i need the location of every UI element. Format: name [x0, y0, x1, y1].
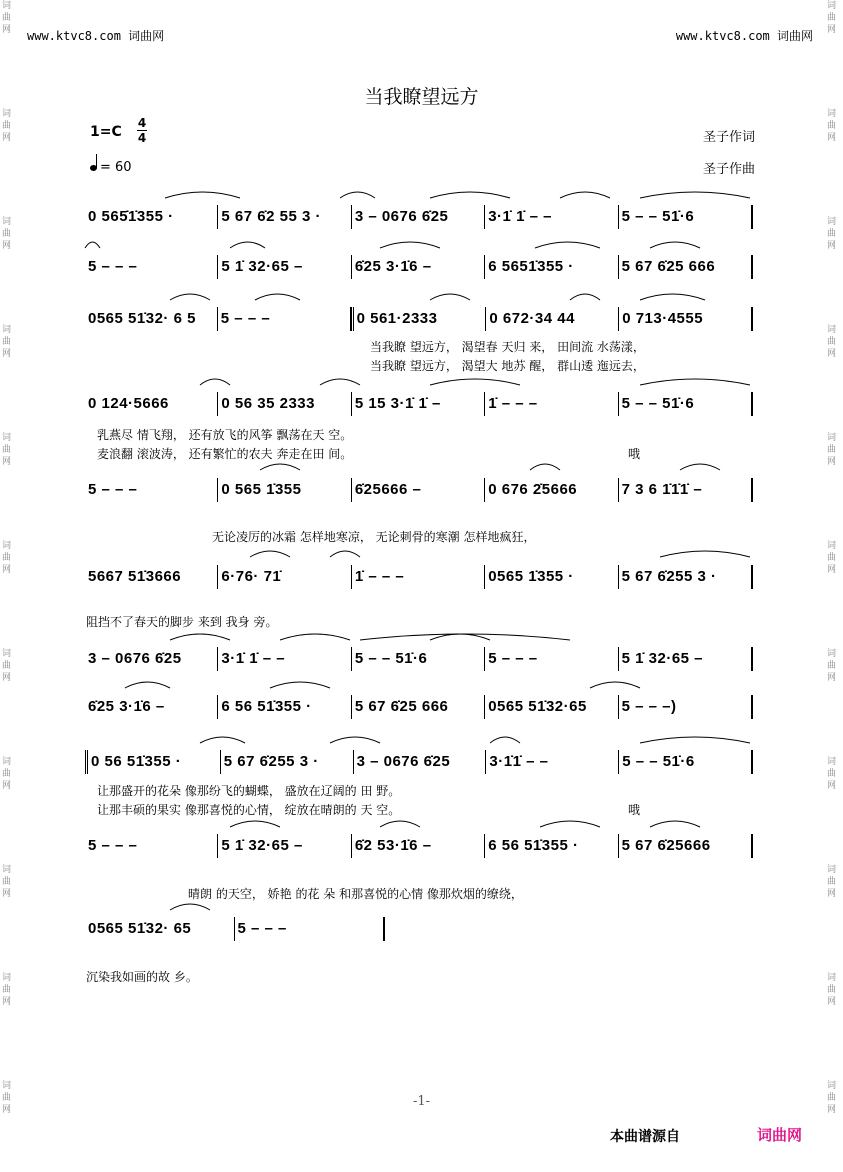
- slur-arc: [280, 634, 350, 640]
- measure-row: [85, 563, 753, 591]
- lyrics-line: 无论凌厉的冰霜 怎样地寒凉， 无论刺骨的寒潮 怎样地疯狂，: [212, 530, 536, 544]
- song-title: 当我瞭望远方: [364, 86, 479, 108]
- lyrics-line: 晴朗 的天空， 娇艳 的花 朵 和那喜悦的心情 像那炊烟的缭绕，: [188, 887, 523, 901]
- lyricist-credit: 圣子作词: [702, 130, 755, 145]
- measure: 6 56 51̇355 ·: [485, 834, 618, 858]
- slur-arc: [560, 192, 610, 198]
- lyrics-line: 当我瞭 望远方， 渴望春 天归 来， 田间流 水荡漾，: [370, 340, 645, 354]
- measure: 3 – 0676 6̇25: [354, 750, 487, 774]
- source-label: 本曲谱源自: [610, 1129, 680, 1145]
- measure: 5667 51̇3666: [85, 565, 218, 589]
- slur-arc: [430, 634, 490, 640]
- time-signature-top: 4: [137, 116, 147, 130]
- measure-row: [85, 693, 753, 721]
- slur-arc: [490, 737, 520, 743]
- slur-arc: [260, 464, 300, 470]
- notation-system: [85, 563, 753, 591]
- notation-system: [85, 390, 753, 418]
- lyrics-line: 哦: [628, 803, 641, 817]
- notation-system: [85, 645, 753, 673]
- lyrics-line: 让那丰硕的果实 像那喜悦的心情， 绽放在晴朗的 天 空。: [97, 803, 401, 817]
- measure: 0565 51̇32· 6 5: [85, 307, 218, 331]
- measure: 5 1̇ 32·65 –: [218, 834, 351, 858]
- measure: 5 – – 51̇·6: [619, 205, 753, 229]
- measure: 0 561·2333: [351, 307, 487, 331]
- slur-arc: [320, 379, 360, 385]
- slur-arc: [380, 821, 420, 827]
- notation-system: [85, 203, 753, 231]
- slur-arc: [165, 192, 240, 198]
- site-url-left[interactable]: www.ktvc8.com 词曲网: [27, 29, 165, 43]
- watermark-column-left: 词 曲 网 词 曲 网 词 曲 网 词 曲 网 词 曲 网 词 曲 网 词 曲 网 词 曲 网 词 曲 网 词 曲 网 词 曲 网: [2, 1, 12, 1115]
- measure-row: [85, 305, 753, 333]
- lyrics-line: 哦: [628, 447, 641, 461]
- measure: 0 124·5666: [85, 392, 218, 416]
- slur-arc: [360, 634, 570, 640]
- measure: 1̇ – – –: [352, 565, 485, 589]
- slur-arc: [170, 634, 230, 640]
- lyrics-line: 乳燕尽 情飞翔， 还有放飞的风筝 飘荡在天 空。: [97, 428, 353, 442]
- slur-arc: [125, 682, 170, 688]
- measure: 0 672·34 44: [486, 307, 619, 331]
- measure: 6·76· 71̇: [218, 565, 351, 589]
- slur-arc: [640, 294, 705, 300]
- measure: 5 67 6̇25 666: [619, 255, 753, 279]
- slur-arc: [590, 682, 640, 688]
- slur-arc: [255, 294, 300, 300]
- lyrics-line: 阻挡不了春天的脚步 来到 我身 旁。: [86, 615, 278, 629]
- measure: 0 713·4555: [619, 307, 753, 331]
- notation-system: [85, 305, 753, 333]
- slur-arc: [380, 242, 440, 248]
- measure: 0 676 2̇5666: [485, 478, 618, 502]
- measure: 0565 51̇32·65: [485, 695, 618, 719]
- time-signature: [137, 116, 147, 145]
- measure-row: [85, 253, 753, 281]
- measure-row: [85, 203, 753, 231]
- slur-arc: [330, 551, 360, 557]
- measure-row: [85, 832, 753, 860]
- slur-arc: [530, 464, 560, 470]
- site-url-right[interactable]: www.ktvc8.com 词曲网: [675, 29, 813, 43]
- lyrics-line: 让那盛开的花朵 像那纷飞的蝴蝶， 盛放在辽阔的 田 野。: [97, 784, 401, 798]
- measure-row: [85, 645, 753, 673]
- slur-arc: [430, 192, 510, 198]
- composer-credit: 圣子作曲: [702, 162, 755, 177]
- slur-arc: [540, 821, 600, 827]
- notation-system: [85, 693, 753, 721]
- measure: 5 – – –: [218, 307, 351, 331]
- slur-arc: [680, 464, 720, 470]
- measure-row: [85, 476, 753, 504]
- watermark-column-right: 词 曲 网 词 曲 网 词 曲 网 词 曲 网 词 曲 网 词 曲 网 词 曲 网 词 曲 网 词 曲 网 词 曲 网 词 曲 网: [827, 1, 837, 1115]
- time-signature-bottom: 4: [137, 131, 147, 145]
- measure: 5 1̇ 32·65 –: [619, 647, 753, 671]
- tempo-marking: [90, 160, 132, 175]
- slur-arc: [340, 192, 375, 198]
- measure: 1̇ – – –: [485, 392, 618, 416]
- measure: 5 67 6̇255 3 ·: [619, 565, 753, 589]
- slur-arc: [650, 242, 700, 248]
- slur-arc: [430, 379, 520, 385]
- measure: 6 56 51̇355 ·: [218, 695, 351, 719]
- measure: 5 – – –: [235, 917, 386, 941]
- measure: 0 565̇1̇355 ·: [85, 205, 218, 229]
- measure: 0 56 51̇355 ·: [85, 750, 221, 774]
- measure: 5 – – –): [619, 695, 753, 719]
- lyrics-line: 当我瞭 望远方， 渴望大 地苏 醒， 群山逶 迤远去，: [370, 359, 645, 373]
- measure: 5 – – 51̇·6: [352, 647, 485, 671]
- measure: 5 67 6̇2 55 3 ·: [218, 205, 351, 229]
- slur-arc: [640, 737, 750, 743]
- measure: 3·1̇ 1̇ – –: [218, 647, 351, 671]
- slur-arc: [85, 242, 100, 248]
- measure: 0 56 35 2333: [218, 392, 351, 416]
- lyrics-line: 沉染我如画的故 乡。: [86, 970, 198, 984]
- measure: 5 – – –: [485, 647, 618, 671]
- slur-arc: [430, 294, 470, 300]
- measure: 5 – – 51̇·6: [619, 392, 753, 416]
- slur-arc: [200, 379, 230, 385]
- slur-arc: [650, 821, 700, 827]
- source-logo[interactable]: 词曲网: [757, 1126, 803, 1144]
- tempo-value: = 60: [100, 160, 132, 175]
- slur-arc: [170, 904, 210, 910]
- measure: 5 – – –: [85, 834, 218, 858]
- quarter-note-icon: [90, 165, 97, 171]
- measure: 5 – – –: [85, 478, 218, 502]
- slur-arc: [640, 192, 750, 198]
- slur-arc: [200, 737, 245, 743]
- measure: 3 – 0676 6̇25: [352, 205, 485, 229]
- measure: 5 – – 51̇·6: [619, 750, 753, 774]
- measure: 6̇2 53·1̇6 –: [352, 834, 485, 858]
- notation-system: [85, 476, 753, 504]
- measure-row: [85, 915, 385, 943]
- measure: 5 1̇ 32·65 –: [218, 255, 351, 279]
- notation-system: [85, 915, 385, 943]
- measure: 0 565 1̇355: [218, 478, 351, 502]
- lyrics-line: 麦浪翻 滚波涛， 还有繁忙的农夫 奔走在田 间。: [97, 447, 353, 461]
- key-signature: 1=C: [90, 124, 122, 140]
- measure: 3·1̇ 1̇ – –: [485, 205, 618, 229]
- measure: 6̇25 3·1̇6 –: [352, 255, 485, 279]
- notation-system: [85, 832, 753, 860]
- measure: 3 – 0676 6̇25: [85, 647, 218, 671]
- slur-arc: [230, 821, 280, 827]
- measure-row: [85, 748, 753, 776]
- slur-arc: [330, 737, 380, 743]
- measure: 6 5651̇355 ·: [485, 255, 618, 279]
- measure: 7 3 6 1̇1̇1̇ –: [619, 478, 753, 502]
- measure-row: [85, 390, 753, 418]
- slur-arc: [170, 294, 210, 300]
- measure: 6̇25666 –: [352, 478, 485, 502]
- measure: 6̇25 3·1̇6 –: [85, 695, 218, 719]
- slur-arc: [270, 682, 330, 688]
- measure: 5 67 6̇25666: [619, 834, 753, 858]
- measure: 5 67 6̇25 666: [352, 695, 485, 719]
- notation-system: [85, 253, 753, 281]
- page-number: -1-: [412, 1094, 431, 1109]
- slur-arc: [250, 551, 290, 557]
- slur-arc: [640, 379, 750, 385]
- measure: 0565 1̇355 ·: [485, 565, 618, 589]
- slur-arc: [660, 551, 750, 557]
- slur-arc: [535, 242, 600, 248]
- measure: 0565 51̇32· 65: [85, 917, 235, 941]
- measure: 5 15 3·1̇ 1̇ –: [352, 392, 485, 416]
- measure: 3·1̇1̇ – –: [486, 750, 619, 774]
- measure: 5 – – –: [85, 255, 218, 279]
- notation-system: [85, 748, 753, 776]
- measure: 5 67 6̇255 3 ·: [221, 750, 354, 774]
- slur-arc: [230, 242, 265, 248]
- slur-arc: [570, 294, 600, 300]
